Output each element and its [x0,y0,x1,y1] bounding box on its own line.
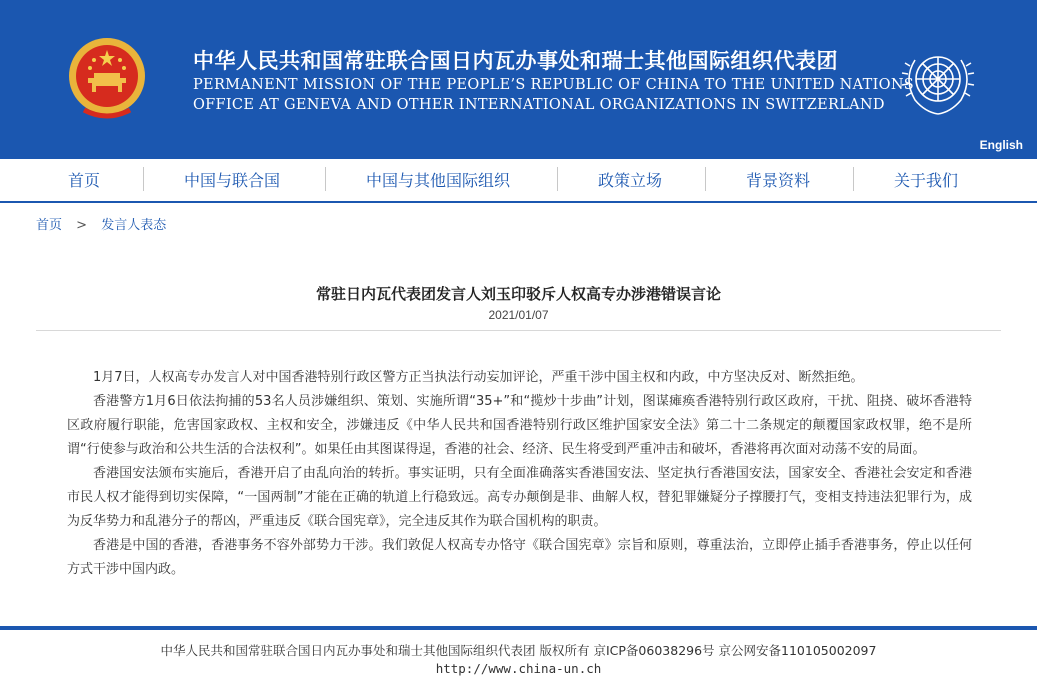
nav-item-background[interactable]: 背景资料 [746,171,811,190]
article-body [67,366,972,582]
nav-item-china-and-other-orgs[interactable]: 中国与其他国际组织 [366,171,511,190]
footer-copyright: 中华人民共和国常驻联合国日内瓦办事处和瑞士其他国际组织代表团 版权所有 京ICP备06038296号 京公网安备110105002097 [160,643,877,658]
nav-item-china-and-un[interactable]: 中国与联合国 [184,171,281,190]
site-title-en-line1: PERMANENT MISSION OF THE PEOPLE’S REPUBLIC OF CHINA TO THE UNITED NATIONS [193,77,915,93]
breadcrumb [36,214,166,233]
article-paragraph: 香港警方1月6日依法拘捕的53名人员涉嫌组织、策划、实施所谓“35+”和“揽炒十步曲”计划，图谋瘫痪香港特别行政区政府，干扰、阻挠、破坏香港特区政府履行职能，危害国家政权、主权和安全，涉嫌违反《中华人民共和国香港特别行政区维护国家安全法》第二十二条规定的颠覆国家政权罪，绝不是所谓“行使参与政治和公共生活的合法权利”。如果任由其图谋得逞，香港的社会、经济、民生将受到严重冲击和破坏，香港将再次面对动荡不安的局面。 [67,394,972,457]
nav-item-policy-positions[interactable]: 政策立场 [598,171,663,190]
footer-divider [0,626,1037,630]
nav-divider [853,167,854,191]
nav-divider [705,167,706,191]
article-paragraph: 香港国安法颁布实施后，香港开启了由乱向治的转折。事实证明，只有全面准确落实香港国安法、坚定执行香港国安法，国家安全、香港社会安定和香港市民人权才能得到切实保障，“一国两制”才能在正确的轨道上行稳致远。高专办颠倒是非、曲解人权，替犯罪嫌疑分子撑腰打气，变相支持违法犯罪行为，成为反华势力和乱港分子的帮凶，严重违反《联合国宪章》，完全违反其作为联合国机构的职责。 [67,466,972,529]
chevron-right-icon: > [76,218,88,233]
site-title-en-line2: OFFICE AT GENEVA AND OTHER INTERNATIONAL ORGANIZATIONS IN SWITZERLAND [193,97,885,113]
article-paragraph: 1月7日，人权高专办发言人对中国香港特别行政区警方正当执法行动妄加评论，严重干涉中国主权和内政，中方坚决反对、断然拒绝。 [93,370,864,385]
title-divider [36,330,1001,331]
breadcrumb-current[interactable]: 发言人表态 [101,218,167,233]
english-language-link[interactable]: English [979,138,1023,152]
nav-divider [557,167,558,191]
article-paragraph: 香港是中国的香港，香港事务不容外部势力干涉。我们敦促人权高专办恪守《联合国宪章》宗旨和原则，尊重法治，立即停止插手香港事务，停止以任何方式干涉中国内政。 [67,538,972,577]
main-nav [0,159,1037,203]
site-header [0,0,1037,159]
national-emblem-icon [66,36,148,120]
nav-item-home[interactable]: 首页 [68,171,101,190]
nav-divider [143,167,144,191]
nav-item-about-us[interactable]: 关于我们 [894,171,959,190]
article-title: 常驻日内瓦代表团发言人刘玉印驳斥人权高专办涉港错误言论 [315,285,721,303]
footer-url: http://www.china-un.ch [435,661,602,676]
un-emblem-icon [895,42,981,120]
nav-divider [325,167,326,191]
breadcrumb-home[interactable]: 首页 [36,218,63,233]
article-date: 2021/01/07 [488,308,549,322]
site-title-cn: 中华人民共和国常驻联合国日内瓦办事处和瑞士其他国际组织代表团 [193,49,838,73]
